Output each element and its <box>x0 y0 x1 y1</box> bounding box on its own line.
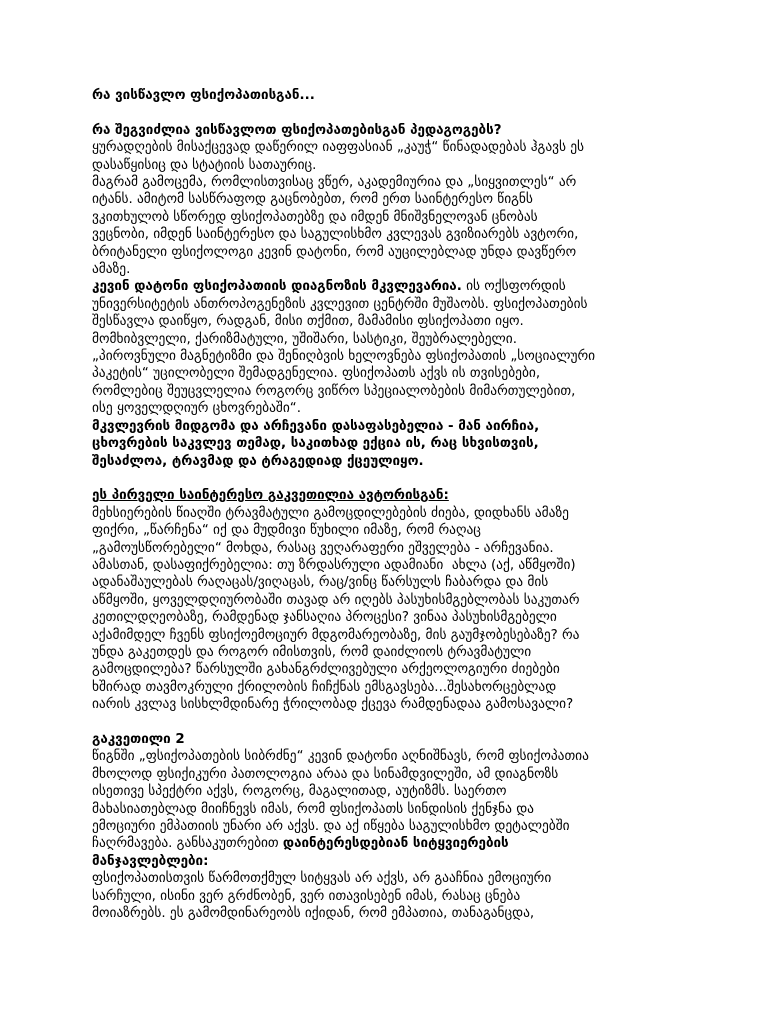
text-line <box>92 609 692 626</box>
text-line <box>92 801 692 818</box>
text-run: იარის კვლავ სისხლმდინარე ჭრილობად ქცევა რამდენადაა გამოსავალი? <box>92 697 574 713</box>
text-line <box>92 331 692 348</box>
bold-text-run: მკვლევრის მიდგომა და არჩევანი დასაფასებელია - მან აირჩია, <box>92 418 540 434</box>
text-line <box>92 296 692 313</box>
text-line <box>92 870 692 887</box>
text-run: წიგნში „ფსიქოპათების სიბრძნე“ კევინ დატონი აღნიშნავს, რომ ფსიქოპათია <box>92 749 589 765</box>
text-line <box>92 278 692 295</box>
text-run: ადანაშაულებას რაღაცას/ვიღაცას, რაც/ვინც წარსულს ჩაბარდა და მის <box>92 575 549 591</box>
text-run: მახასიათებლად მიიჩნევს იმას, რომ ფსიქოპათს სინდისის ქენჯნა და <box>92 801 534 817</box>
text-run: ისე ყოველდღიურ ცხოვრებაში“. <box>92 401 301 417</box>
text-line <box>92 731 692 748</box>
text-run: შესწავლა დაიწყო, რადგან, მისი თქმით, მამამისი ფსიქოპათი იყო. <box>92 314 524 330</box>
document-title: რა ვისწავლო ფსიქოპათისგან... <box>92 88 315 103</box>
text-run: დასაწყისიც და სტატიის სათაურიც. <box>92 157 317 173</box>
bold-text-run: დაინტერესდებიან სიტყვიერების <box>282 836 509 852</box>
text-line <box>92 383 692 400</box>
document-body <box>92 122 692 923</box>
paragraph <box>92 418 692 470</box>
text-line <box>92 174 692 191</box>
paragraph <box>92 122 692 174</box>
text-line <box>92 522 692 539</box>
text-run: ფიქრი, „წარჩენა“ იქ და მუდმივი წუხილი იმაზე, რომ რაღაც <box>92 523 481 539</box>
text-run: ფსიქოპათისთვის წარმოთქმულ სიტყვას არ აქვს, არ გააჩნია ემოციური <box>92 871 552 887</box>
document-section <box>92 731 692 922</box>
text-line <box>92 835 692 852</box>
text-run: პაკეტის“ უცილობელი შემადგენელია. ფსიქოპათს აქვს ის თვისებები, <box>92 366 541 382</box>
text-run: ვეცნობი, იმდენ საინტერესო და საგულისხმო კვლევას გვიზიარებს ავტორი, <box>92 227 579 243</box>
text-run: გამოცდილება? წარსულში გახანგრძლივებული არქეოლოგიური ძიებები <box>92 662 560 678</box>
text-line <box>92 313 692 330</box>
text-run: რომლებიც შეუცვლელია როგორც ვიწრო სპეციალობების მიმართულებით, <box>92 383 576 399</box>
document-page <box>92 87 692 922</box>
text-line <box>92 888 692 905</box>
text-run: ჩაღრმავება. განსაკუთრებით <box>92 836 283 852</box>
text-line <box>92 574 692 591</box>
text-run: ვკითხულობ სწორედ ფსიქოპათებზე და იმდენ მნიშვნელოვან ცნობას <box>92 209 538 225</box>
text-run: იტანს. ამიტომ სასწრაფოდ გაცნობებთ, რომ ერთ საინტერესო წიგნს <box>92 192 533 208</box>
text-line <box>92 679 692 696</box>
text-line <box>92 418 692 435</box>
text-run: უნდა გაკეთდეს და როგორ იმისთვის, რომ დაიძლიოს ტრავმატული <box>92 644 532 660</box>
bold-text-run: გაკვეთილი 2 <box>92 731 185 747</box>
bold-text-run: ეს პირველი საინტერესო გაკვეთილია ავტორისგან: <box>92 488 449 504</box>
bold-text-run: ცხოვრების საკვლევ თემად, საკითხად ექცია ის, რაც სხვისთვის, <box>92 436 539 452</box>
text-line <box>92 487 692 504</box>
paragraph <box>92 731 692 922</box>
bold-text-run: შესაძლოა, ტრავმად და ტრაგედიად ქცეულიყო. <box>92 453 424 469</box>
text-line <box>92 818 692 835</box>
text-line <box>92 157 692 174</box>
text-run: ამასთან, დასაფიქრებელია: თუ ზრდასრული ადამიანი ახლა (აქ, აწმყოში) <box>92 557 576 573</box>
document-section <box>92 487 692 713</box>
text-line <box>92 696 692 713</box>
text-run: ბრიტანელი ფსიქოლოგი კევინ დატონი, რომ აუცილებლად უნდა დავწერო <box>92 244 577 260</box>
bold-text-run: მანჯავლებლები: <box>92 853 209 869</box>
section-spacer <box>92 470 692 487</box>
text-run: მეხსიერების წიაღში ტრავმატული გამოცდილებების ძიება, დიდხანს ამაზე <box>92 505 569 521</box>
paragraph <box>92 278 692 417</box>
text-line <box>92 853 692 870</box>
text-line <box>92 226 692 243</box>
bold-text-run: რა შეგვიძლია ვისწავლოთ ფსიქოპათებისგან პედაგოგებს? <box>92 122 502 138</box>
text-line <box>92 400 692 417</box>
text-run: სარჩული, ისინი ვერ გრძნობენ, ვერ ითავისებენ იმას, რასაც ცნება <box>92 888 521 904</box>
text-line <box>92 627 692 644</box>
paragraph <box>92 174 692 278</box>
text-line <box>92 661 692 678</box>
section-spacer <box>92 714 692 731</box>
text-line <box>92 122 692 139</box>
text-run: აქამიმდელ ჩვენს ფსიქოემოციურ მდგომარეობაზე, მის გაუმჯობესებაზე? რა <box>92 627 580 643</box>
text-run: ისეთივე სპექტრი აქვს, როგორც, მაგალითად, აუტიზმს. საერთო <box>92 784 507 800</box>
text-run: ყურადღების მისაქცევად დაწერილ იაფფასიან „კაუჭ“ წინადადებას ჰგავს ეს <box>92 140 585 156</box>
text-run: ხშირად თავმოკრული ქრილობის ჩიჩქნას ემსგავსება...შესახორცებლად <box>92 679 557 695</box>
document-section <box>92 122 692 470</box>
text-line <box>92 592 692 609</box>
text-line <box>92 191 692 208</box>
bold-text-run: კევინ დატონი ფსიქოპათიის დიაგნოზის მკვლევარია. <box>92 279 462 295</box>
text-line <box>92 557 692 574</box>
text-line <box>92 540 692 557</box>
text-line <box>92 748 692 765</box>
text-line <box>92 209 692 226</box>
text-run: ამაზე. <box>92 262 131 278</box>
text-line <box>92 505 692 522</box>
text-line <box>92 139 692 156</box>
paragraph-spacer <box>92 104 692 121</box>
text-run: უნივერსიტეტის ანთროპოგენეზის კვლევით ცენტრში მუშაობს. ფსიქოპათების <box>92 296 588 312</box>
text-run: ემოციური ემპათიის უნარი არ აქვს. და აქ იწყება საგულისხმო დეტალებში <box>92 819 570 835</box>
text-run: კეთილდღეობაზე, რამდენად ჯანსაღია პროცესი? ვინაა პასუხისმგებელი <box>92 610 557 626</box>
text-line <box>92 644 692 661</box>
text-run: „პიროვნული მაგნეტიზმი და შენიღბვის ხელოვნება ფსიქოპათის „სოციალური <box>92 349 596 365</box>
text-line <box>92 244 692 261</box>
text-line <box>92 453 692 470</box>
text-line <box>92 365 692 382</box>
paragraph <box>92 487 692 713</box>
text-run: მაგრამ გამოცემა, რომლისთვისაც ვწერ, აკადემიურია და „სიყვითლეს“ არ <box>92 175 577 191</box>
text-line <box>92 348 692 365</box>
text-run: აწმყოში, ყოველდღიურობაში თავად არ იღებს პასუხისმგებლობას საკუთარ <box>92 592 580 608</box>
text-line <box>92 905 692 922</box>
text-run: მომხიბვლელი, ქარიზმატული, უშიშარი, სასტიკი, შეუბრალებელი. <box>92 331 517 347</box>
text-run: ის ოქსფორდის <box>461 279 566 295</box>
text-line <box>92 261 692 278</box>
text-run: „გამოუსწორებელი“ მოხდა, რასაც ვეღარაფერი ეშველება - არჩევანია. <box>92 540 554 556</box>
text-line <box>92 766 692 783</box>
text-run: მოიაზრებს. ეს გამომდინარეობს იქიდან, რომ ემპათია, თანაგანცდა, <box>92 906 535 922</box>
text-line <box>92 435 692 452</box>
text-line <box>92 783 692 800</box>
text-run: მხოლოდ ფსიქიკური პათოლოგია არაა და სინამდვილეში, ამ დიაგნოზს <box>92 766 559 782</box>
